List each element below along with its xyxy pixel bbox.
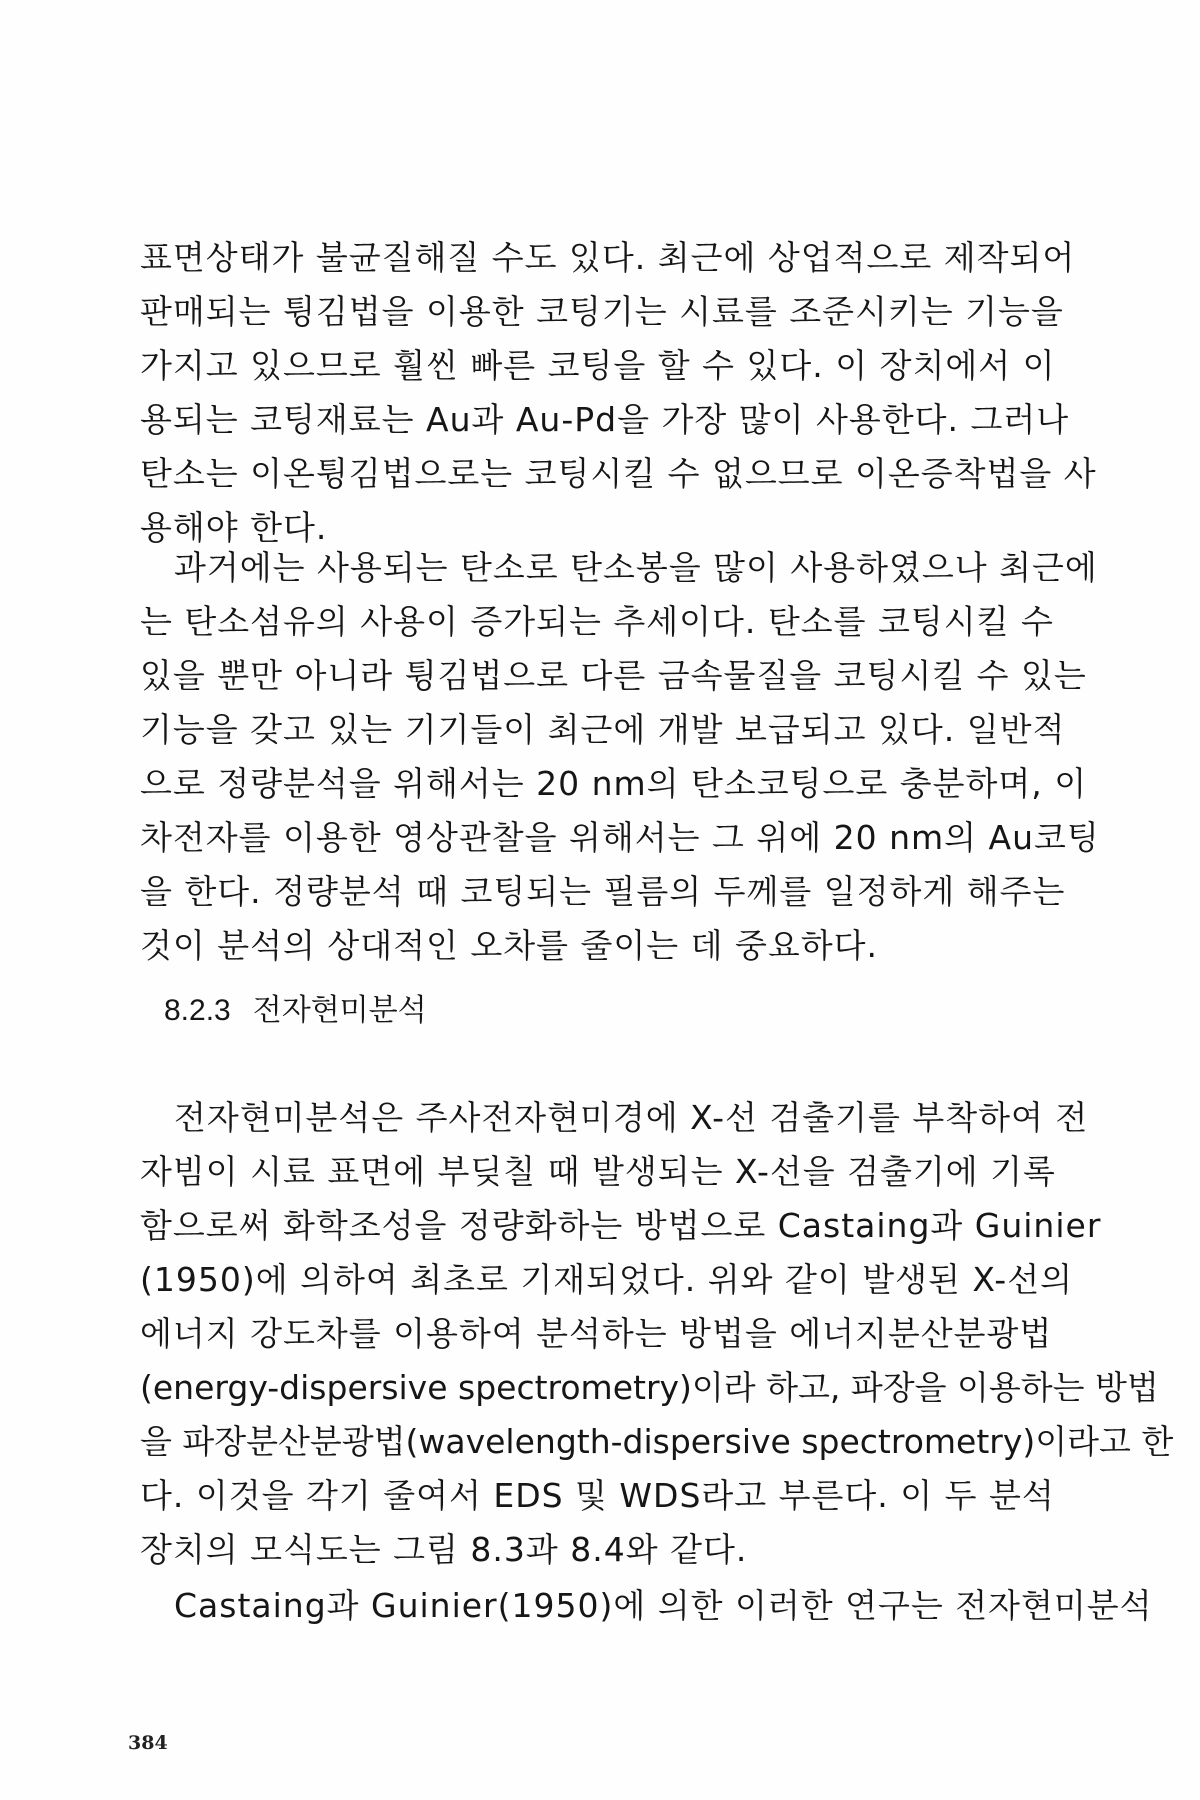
text-line: (1950)에 의하여 최초로 기재되었다. 위와 같이 발생된 X-선의 [140, 1260, 1073, 1299]
text-line: 용해야 한다. [140, 508, 328, 547]
text-line: 자빔이 시료 표면에 부딪칠 때 발생되는 X-선을 검출기에 기록 [140, 1152, 1056, 1191]
text-line: 있을 뿐만 아니라 튕김법으로 다른 금속물질을 코팅시킬 수 있는 [140, 656, 1087, 695]
section-heading [164, 985, 427, 1037]
text-line: 장치의 모식도는 그림 8.3과 8.4와 같다. [140, 1530, 748, 1569]
text-line: 는 탄소섬유의 사용이 증가되는 추세이다. 탄소를 코팅시킬 수 [140, 602, 1054, 641]
section-title: 전자현미분석 [252, 993, 427, 1028]
text-line: 차전자를 이용한 영상관찰을 위해서는 그 위에 20 nm의 Au코팅 [140, 818, 1100, 857]
text-line: 전자현미분석은 주사전자현미경에 X-선 검출기를 부착하여 전 [174, 1098, 1089, 1137]
text-line: 다. 이것을 각기 줄여서 EDS 및 WDS라고 부른다. 이 두 분석 [140, 1476, 1055, 1515]
text-line: (energy-dispersive spectrometry)이라 하고, 파장을 이용하는 방법 [140, 1368, 1159, 1407]
text-line: 으로 정량분석을 위해서는 20 nm의 탄소코팅으로 충분하며, 이 [140, 764, 1088, 803]
text-line: 에너지 강도차를 이용하여 분석하는 방법을 에너지분산분광법 [140, 1314, 1053, 1353]
text-line: 과거에는 사용되는 탄소로 탄소봉을 많이 사용하였으나 최근에 [174, 548, 1098, 587]
text-line: 기능을 갖고 있는 기기들이 최근에 개발 보급되고 있다. 일반적 [140, 710, 1066, 749]
text-line: 것이 분석의 상대적인 오차를 줄이는 데 중요하다. [140, 926, 878, 965]
text-line: 을 한다. 정량분석 때 코팅되는 필름의 두께를 일정하게 해주는 [140, 872, 1066, 911]
text-line: 탄소는 이온튕김법으로는 코팅시킬 수 없으므로 이온증착법을 사 [140, 454, 1097, 493]
text-line: 용되는 코팅재료는 Au과 Au-Pd을 가장 많이 사용한다. 그러나 [140, 400, 1070, 439]
text-line: 함으로써 화학조성을 정량화하는 방법으로 Castaing과 Guinier [140, 1206, 1102, 1245]
text-line: 표면상태가 불균질해질 수도 있다. 최근에 상업적으로 제작되어 [140, 238, 1076, 277]
text-line: 을 파장분산분광법(wavelength-dispersive spectrometry)이라고 한 [140, 1422, 1174, 1461]
text-line: Castaing과 Guinier(1950)에 의한 이러한 연구는 전자현미분석 [174, 1586, 1153, 1625]
page-number: 384 [128, 1732, 168, 1754]
text-line: 가지고 있으므로 훨씬 빠른 코팅을 할 수 있다. 이 장치에서 이 [140, 346, 1056, 385]
section-number: 8.2.3 [164, 994, 231, 1027]
text-line: 판매되는 튕김법을 이용한 코팅기는 시료를 조준시키는 기능을 [140, 292, 1064, 331]
